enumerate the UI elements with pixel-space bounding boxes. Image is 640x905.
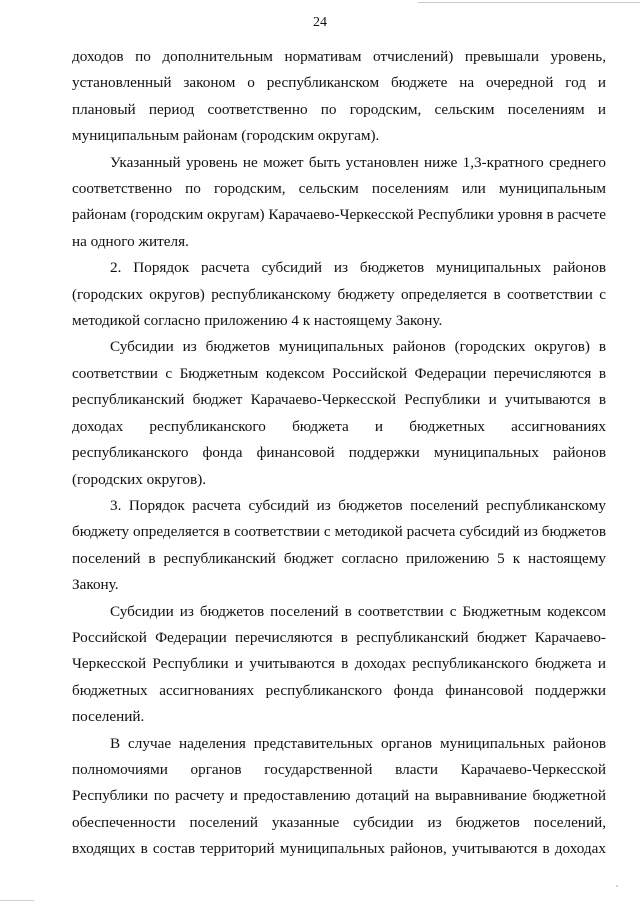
paragraph-section-3: 3. Порядок расчета субсидий из бюджетов поселений республиканскому бюджету определяется в соответствии с методикой расчета субсидий из бюджетов поселений в республиканский бюджет согласно приложению 5 к настоящему Закону. [72, 496, 606, 594]
page-number: 24 [313, 15, 327, 30]
scan-artifact-line [0, 900, 34, 901]
paragraph-section-2: 2. Порядок расчета субсидий из бюджетов муниципальных районов (городских округов) республиканскому бюджету определяется в соответствии с методикой согласно приложению 4 к настоящему Закону. [72, 259, 606, 330]
paragraph-delegation-case: В случае наделения представительных органов муниципальных районов полномочиями органов государственной власти Карачаево-Черкесской Республики по расчету и предоставлению дотаций на выравнивание бюджетной обеспеченности поселений указанные субсидии из бюджетов поселений, входящих в состав территорий муниципальных районов, учитываются в доходах [72, 734, 606, 858]
paragraph-subsidies-districts: Субсидии из бюджетов муниципальных районов (городских округов) в соответствии с Бюджетным кодексом Российской Федерации перечисляются в республиканский бюджет Карачаево-Черкесской Республики и учитываются в доходах республиканского бюджета и бюджетных ассигнованиях республиканского фонда финансовой поддержки муниципальных районов (городских округов). [72, 338, 606, 488]
paragraph-minimum-level: Указанный уровень не может быть установлен ниже 1,3-кратного среднего соответственно по городским, сельским поселениям или муниципальным районам (городским округам) Карачаево-Черкесской Республики уровня в расчете на одного жителя. [72, 153, 606, 250]
document-body [72, 44, 606, 863]
top-edge-rule [418, 2, 640, 3]
paragraph-1-continuation: доходов по дополнительным нормативам отчислений) превышали уровень, установленный законом о республиканском бюджете на очередной год и плановый период соответственно по городским, сельским поселениям и муниципальным районам (городским округам). [72, 48, 606, 145]
scan-artifact-dot [616, 885, 618, 887]
paragraph-subsidies-settlements: Субсидии из бюджетов поселений в соответствии с Бюджетным кодексом Российской Федерации перечисляются в республиканский бюджет Карачаево-Черкесской Республики и учитываются в доходах республиканского бюджета и бюджетных ассигнованиях республиканского фонда финансовой поддержки поселений. [72, 602, 606, 726]
